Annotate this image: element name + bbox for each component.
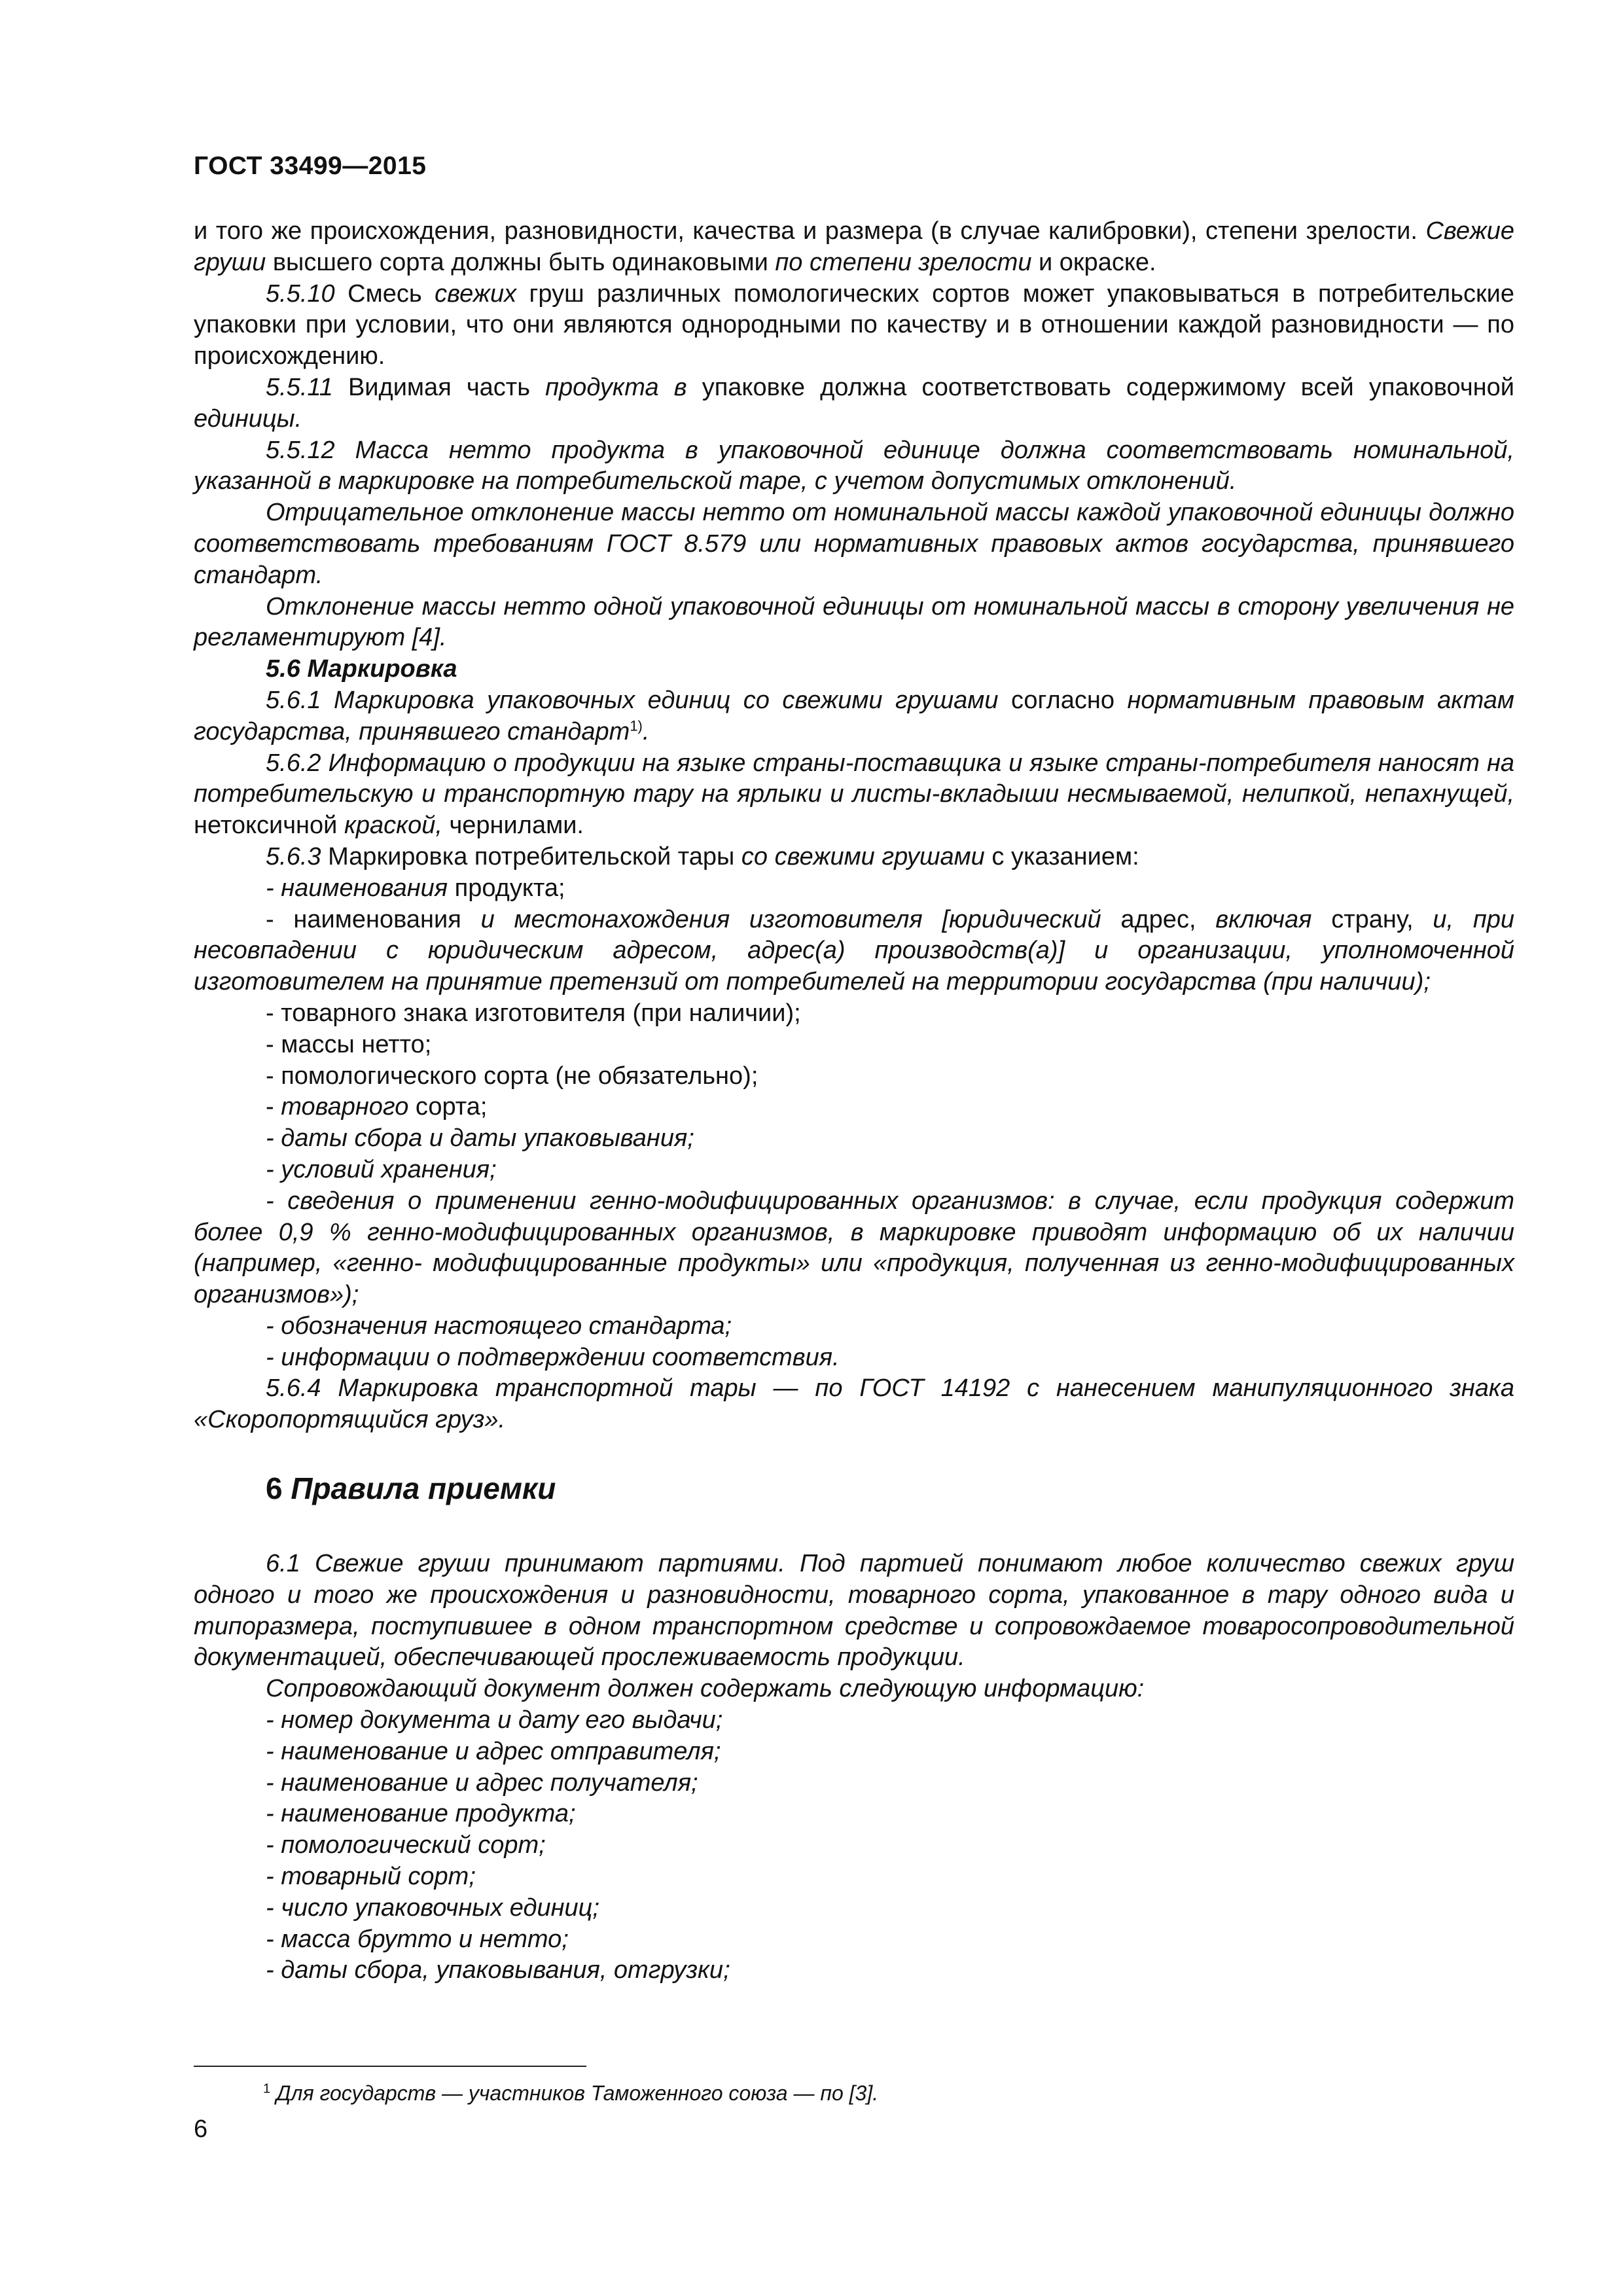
footnote-divider <box>194 2066 586 2067</box>
paragraph-continuation: и того же происхождения, разновидности, качества и размера (в случае калибровки), степени зрелости. Свежие груши высшего сорта должны быть одинаковыми по степени зрелости и окраске. <box>194 217 1514 276</box>
subsection-heading-5-6: 5.6 Маркировка <box>266 655 457 683</box>
paragraph-5-6-2: 5.6.2 Информацию о продукции на языке страны-поставщика и языке страны-потребителя наносят на потребительскую и транспортную тару на ярлыки и листы-вкладыши несмываемой, нелипкой, непахнущей, нетоксичной краской, чернилами. <box>194 749 1514 840</box>
paragraph-5-6-3: 5.6.3 Маркировка потребительской тары со свежими грушами с указанием: <box>266 842 1139 870</box>
paragraph-5-6-1: 5.6.1 Маркировка упаковочных единиц со свежими грушами согласно нормативным правовым актам государства, принявшего стандарт$^{1)}$. <box>194 686 1514 745</box>
list-item: - даты сбора и даты упаковывания; <box>266 1124 694 1153</box>
list-item: - масса брутто и нетто; <box>266 1925 569 1953</box>
list-item: - наименование продукта; <box>266 1800 576 1828</box>
list-item: - наименования продукта; <box>266 874 565 902</box>
list-item: - наименование и адрес получателя; <box>266 1768 698 1797</box>
list-item: - помологического сорта (не обязательно); <box>266 1062 758 1090</box>
list-item: - число упаковочных единиц; <box>266 1893 599 1922</box>
paragraph-5-5-11: 5.5.11 Видимая часть продукта в упаковке должна соответствовать содержимому всей упаковочной единицы. <box>194 373 1514 433</box>
paragraph-positive-deviation: Отклонение массы нетто одной упаковочной единицы от номинальной массы в сторону увеличения не регламентируют [4]. <box>194 592 1514 652</box>
list-item: - сведения о применении генно-модифицированных организмов: в случае, если продукция содержит более 0,9 % генно-модифицированных организмов, в маркировке приводят информацию об их наличии (например, «генно- модифицированные продукты» или «продукция, полученная из генно-модифицированных организмов»); <box>194 1187 1514 1309</box>
spacer <box>194 1508 1514 1549</box>
list-item: - даты сбора, упаковывания, отгрузки; <box>266 1956 730 1984</box>
paragraph-accompanying-doc: Сопровождающий документ должен содержать следующую информацию: <box>266 1675 1145 1703</box>
paragraph-6-1: 6.1 Свежие груши принимают партиями. Под партией понимают любое количество свежих груш одного и того же происхождения и разновидности, товарного сорта, упакованное в тару одного вида и типоразмера, поступившее в одном транспортном средстве и сопровождаемое товаросопроводительной документацией, обеспечивающей прослеживаемость продукции. <box>194 1550 1514 1672</box>
list-item: - условий хранения; <box>266 1155 497 1183</box>
footnote-ref[interactable]: 1) <box>630 717 643 734</box>
list-item: - товарного сорта; <box>266 1093 488 1121</box>
list-item: - обозначения настоящего стандарта; <box>266 1312 732 1340</box>
list-item: - товарного знака изготовителя (при наличии); <box>266 999 801 1027</box>
section-heading-6: 6 Правила приемки <box>266 1471 556 1506</box>
list-item: - массы нетто; <box>266 1030 432 1058</box>
document-body <box>194 216 1514 1986</box>
footnote: $^1$ Для государств — участников Таможенного союза — по [3]. <box>263 2081 879 2105</box>
list-item: - номер документа и дату его выдачи; <box>266 1706 723 1734</box>
paragraph-negative-deviation: Отрицательное отклонение массы нетто от номинальной массы каждой упаковочной единицы должно соответствовать требованиям ГОСТ 8.579 или нормативных правовых актов государства, принявшего стандарт. <box>194 499 1514 589</box>
page-number: 6 <box>194 2115 208 2143</box>
document-header: ГОСТ 33499—2015 <box>194 152 427 180</box>
list-item: - помологический сорт; <box>266 1831 546 1859</box>
list-item: - информации о подтверждении соответствия. <box>266 1343 840 1371</box>
paragraph-5-6-4: 5.6.4 Маркировка транспортной тары — по ГОСТ 14192 с нанесением манипуляционного знака «Скоропортящийся груз». <box>194 1374 1514 1434</box>
paragraph-5-5-12: 5.5.12 Масса нетто продукта в упаковочной единице должна соответствовать номинальной, указанной в маркировке на потребительской таре, с учетом допустимых отклонений. <box>194 436 1514 495</box>
paragraph-5-5-10: 5.5.10 Смесь свежих груш различных помологических сортов может упаковываться в потребительские упаковки при условии, что они являются однородными по качеству и в отношении каждой разновидности — по происхождению. <box>194 279 1514 370</box>
list-item: - наименования и местонахождения изготовителя [юридический адрес, включая страну, и, при несовпадении с юридическим адресом, адрес(а) производств(а)] и организации, уполномоченной изготовителем на принятие претензий от потребителей на территории государства (при наличии); <box>194 905 1515 996</box>
list-item: - товарный сорт; <box>266 1863 476 1891</box>
list-item: - наименование и адрес отправителя; <box>266 1737 721 1765</box>
